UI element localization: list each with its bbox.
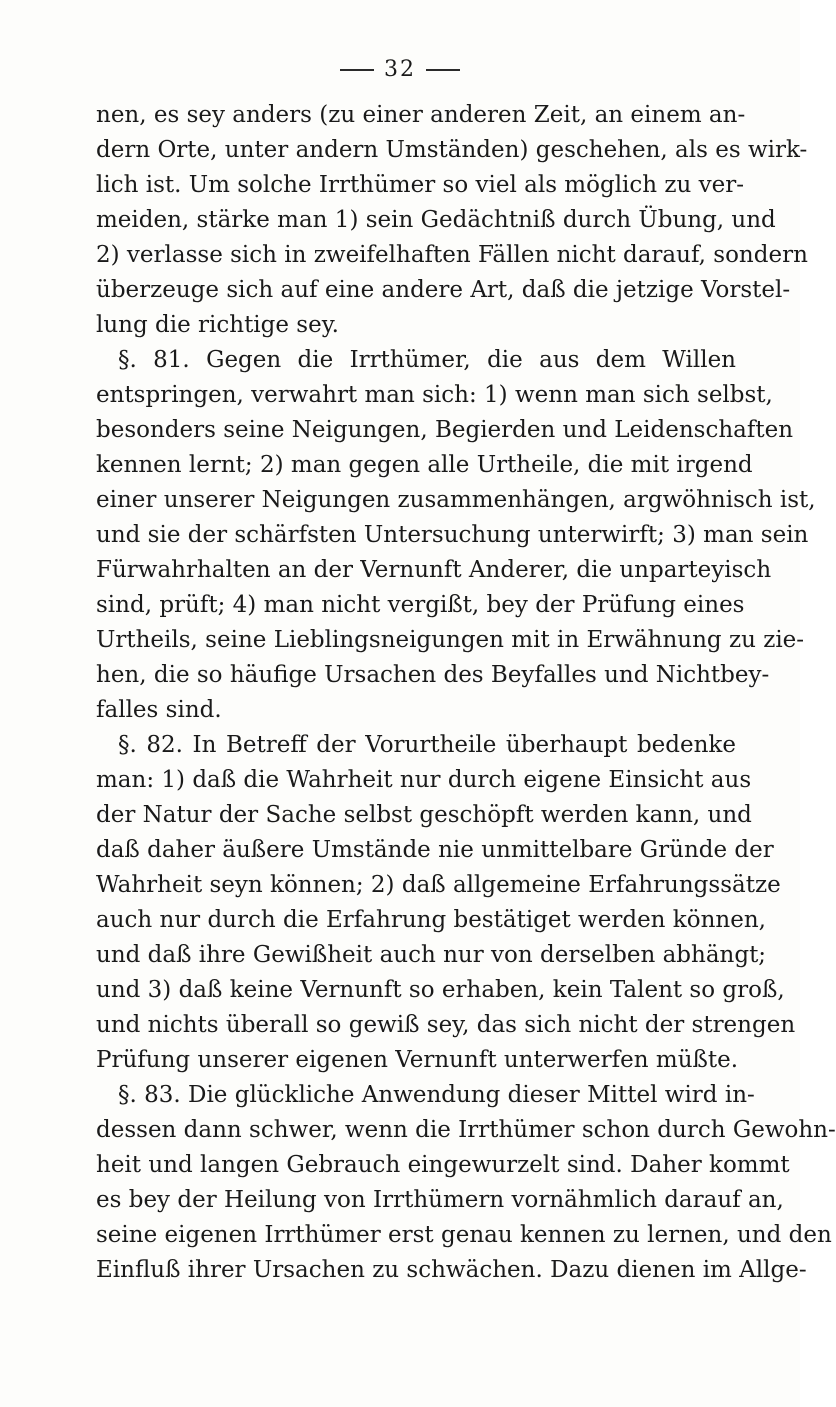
page-header bbox=[0, 58, 800, 82]
text-line: es bey der Heilung von Irrthümern vornähmlich darauf an, bbox=[96, 1187, 784, 1213]
text-line: falles sind. bbox=[96, 697, 222, 723]
text-line: hen, die so häufige Ursachen des Beyfalles und Nichtbey- bbox=[96, 662, 770, 688]
text-line: und daß ihre Gewißheit auch nur von derselben abhängt; bbox=[96, 942, 767, 968]
text-line: Prüfung unserer eigenen Vernunft unterwerfen müßte. bbox=[96, 1047, 739, 1073]
text-line: entspringen, verwahrt man sich: 1) wenn man sich selbst, bbox=[96, 382, 773, 408]
paragraph-83-start: §. 83. Die glückliche Anwendung dieser Mittel wird in- bbox=[118, 1082, 755, 1108]
text-line: 2) verlasse sich in zweifelhaften Fällen nicht darauf, sondern bbox=[96, 242, 808, 268]
text-line: meiden, stärke man 1) sein Gedächtniß durch Übung, und bbox=[96, 207, 776, 233]
text-line: der Natur der Sache selbst geschöpft werden kann, und bbox=[96, 802, 752, 828]
text-line: sind, prüft; 4) man nicht vergißt, bey der Prüfung eines bbox=[96, 592, 745, 618]
header-dash-left bbox=[340, 69, 374, 71]
page-number: 32 bbox=[384, 57, 416, 82]
text-line: Fürwahrhalten an der Vernunft Anderer, die unparteyisch bbox=[96, 557, 772, 583]
text-line: besonders seine Neigungen, Begierden und Leidenschaften bbox=[96, 417, 794, 443]
text-line: daß daher äußere Umstände nie unmittelbare Gründe der bbox=[96, 837, 774, 863]
text-line: überzeuge sich auf eine andere Art, daß die jetzige Vorstel- bbox=[96, 277, 791, 303]
header-dash-right bbox=[426, 69, 460, 71]
text-line: seine eigenen Irrthümer erst genau kennen zu lernen, und den bbox=[96, 1222, 832, 1248]
text-line: lung die richtige sey. bbox=[96, 312, 339, 338]
text-line: dern Orte, unter andern Umständen) geschehen, als es wirk- bbox=[96, 137, 808, 163]
text-line: Wahrheit seyn können; 2) daß allgemeine Erfahrungssätze bbox=[96, 872, 781, 898]
text-line: man: 1) daß die Wahrheit nur durch eigene Einsicht aus bbox=[96, 767, 752, 793]
paragraph-81-start: §. 81. Gegen die Irrthümer, die aus dem Willen bbox=[118, 347, 736, 373]
text-line: nen, es sey anders (zu einer anderen Zeit, an einem an- bbox=[96, 102, 746, 128]
text-line: Urtheils, seine Lieblingsneigungen mit in Erwähnung zu zie- bbox=[96, 627, 805, 653]
paragraph-82-start: §. 82. In Betreff der Vorurtheile überhaupt bedenke bbox=[118, 732, 736, 758]
text-line: und nichts überall so gewiß sey, das sich nicht der strengen bbox=[96, 1012, 796, 1038]
text-line: dessen dann schwer, wenn die Irrthümer schon durch Gewohn- bbox=[96, 1117, 836, 1143]
text-line: auch nur durch die Erfahrung bestätiget werden können, bbox=[96, 907, 766, 933]
text-line: lich ist. Um solche Irrthümer so viel als möglich zu ver- bbox=[96, 172, 745, 198]
text-line: Einfluß ihrer Ursachen zu schwächen. Dazu dienen im Allge- bbox=[96, 1257, 807, 1283]
text-line: kennen lernt; 2) man gegen alle Urtheile, die mit irgend bbox=[96, 452, 753, 478]
text-line: und 3) daß keine Vernunft so erhaben, kein Talent so groß, bbox=[96, 977, 785, 1003]
text-line: einer unserer Neigungen zusammenhängen, argwöhnisch ist, bbox=[96, 487, 816, 513]
body-text bbox=[96, 98, 836, 1288]
text-line: heit und langen Gebrauch eingewurzelt sind. Daher kommt bbox=[96, 1152, 790, 1178]
text-line: und sie der schärfsten Untersuchung unterwirft; 3) man sein bbox=[96, 522, 809, 548]
